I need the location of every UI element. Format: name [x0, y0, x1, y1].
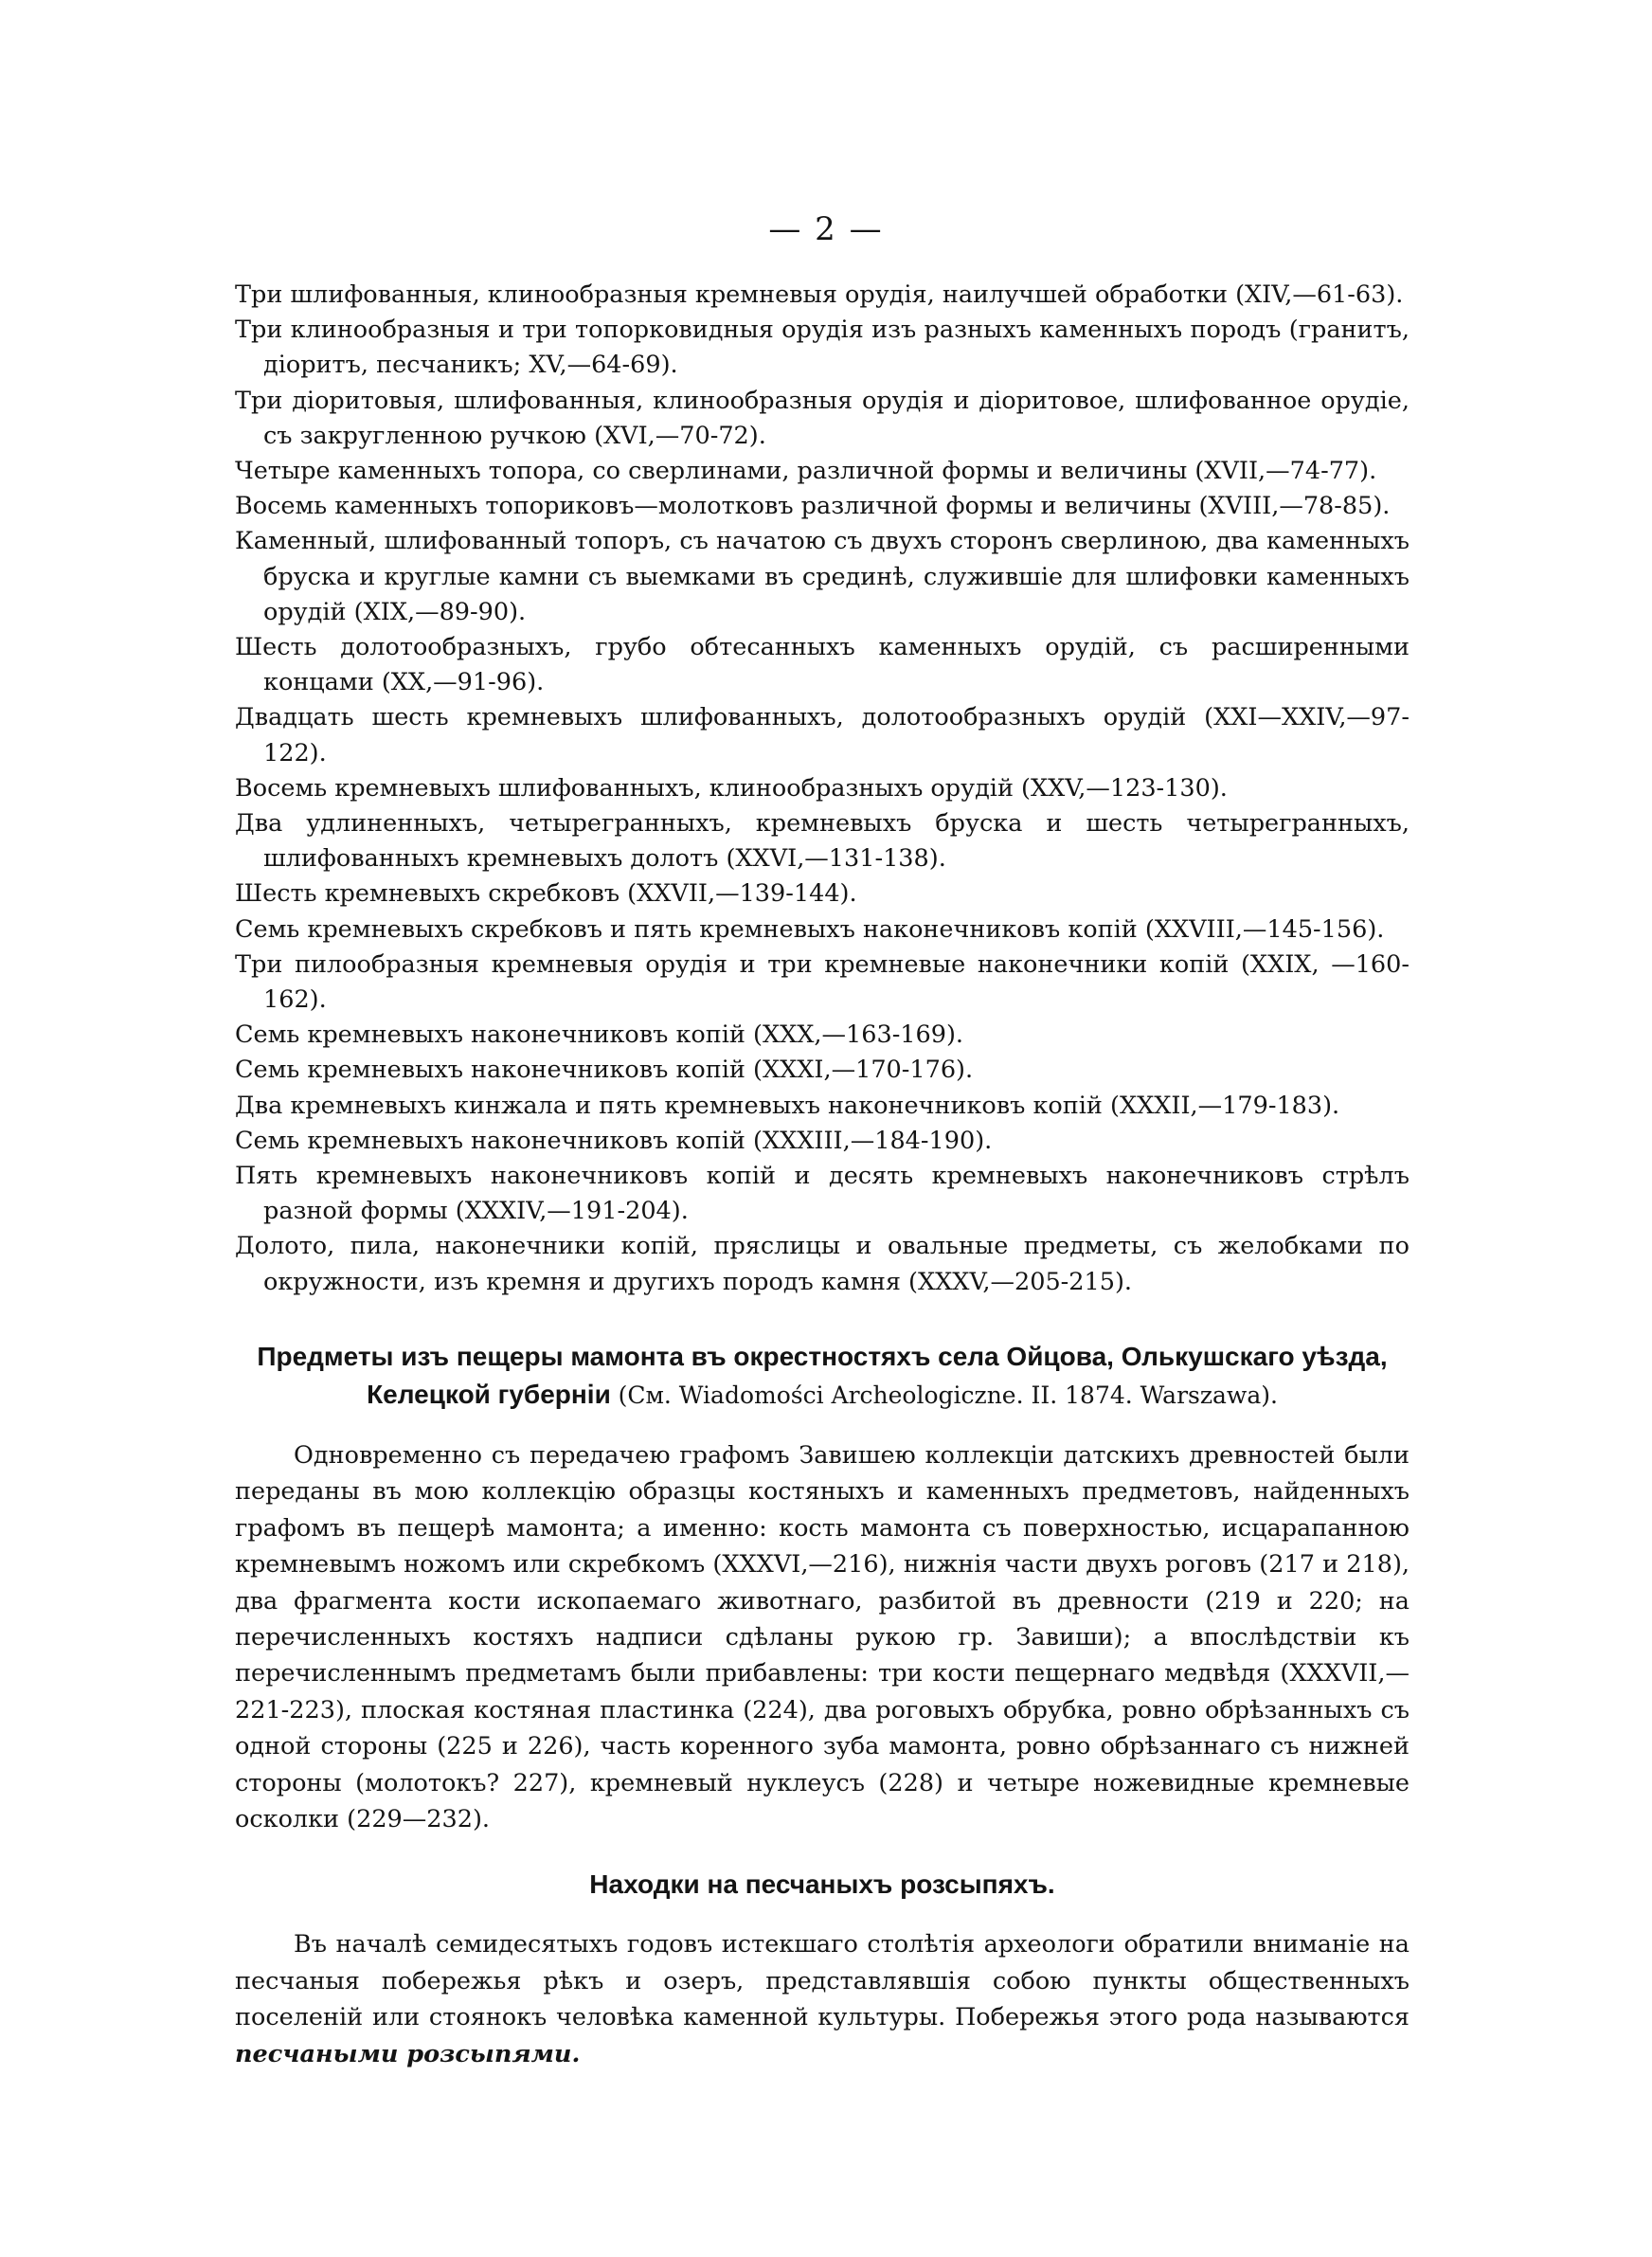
list-item: Четыре каменныхъ топора, со сверлинами, различной формы и величины (XVII,—74-77). — [235, 457, 1377, 486]
list-item: Семь кремневыхъ скребковъ и пять кремневыхъ наконечниковъ копій (XXVIII,—145-156). — [235, 914, 1385, 944]
subsection-paragraph — [235, 1926, 1410, 2072]
section-heading-title: Предметы изъ пещеры мамонта въ окрестностяхъ села Ойцова, Олькушскаго уѣзда, Келецкой губерніи — [257, 1341, 1388, 1409]
subsection-paragraph-text: Въ началѣ семидесятыхъ годовъ истекшаго столѣтія археологи обратили вниманіе на песчаныя побережья рѣкъ и озеръ, представлявшія собою пункты общественныхъ поселеній или стоянокъ человѣка каменной культуры. Побережья этого рода называются — [235, 1930, 1410, 2032]
list-item: Двадцать шесть кремневыхъ шлифованныхъ, долотообразныхъ орудій (XXI—XXIV,—97-122). — [235, 703, 1410, 767]
list-item: Семь кремневыхъ наконечниковъ копій (XXXI,—170-176). — [235, 1056, 974, 1085]
section-heading — [235, 1338, 1410, 1415]
list-item: Восемь кремневыхъ шлифованныхъ, клинообразныхъ орудій (XXV,—123-130). — [235, 773, 1228, 803]
subsection-heading: Находки на песчаныхъ розсыпяхъ. — [589, 1869, 1055, 1900]
list-item: Семь кремневыхъ наконечниковъ копій (XXXIII,—184-190). — [235, 1126, 993, 1155]
item-list — [235, 278, 1410, 1300]
list-item: Шесть долотообразныхъ, грубо обтесанныхъ каменныхъ орудій, съ расширенными концами (XX,—91-96). — [235, 633, 1410, 697]
list-item: Семь кремневыхъ наконечниковъ копій (XXX,—163-169). — [235, 1020, 964, 1050]
list-item: Каменный, шлифованный топоръ, съ начатою съ двухъ сторонъ сверлиною, два каменныхъ бруска и круглые камни съ выемками въ срединѣ, служившіе для шлифовки каменныхъ орудій (XIX,—89-90). — [235, 527, 1410, 626]
page-number: — 2 — — [768, 210, 884, 248]
list-item: Пять кремневыхъ наконечниковъ копій и десять кремневыхъ наконечниковъ стрѣлъ разной формы (XXXIV,—191-204). — [235, 1162, 1410, 1226]
page-content — [235, 278, 1410, 2072]
list-item: Долото, пила, наконечники копій, пряслицы и овальные предметы, съ желобками по окружности, изъ кремня и другихъ породъ камня (XXXV,—205-215). — [235, 1232, 1410, 1296]
list-item: Восемь каменныхъ топориковъ—молотковъ различной формы и величины (XVIII,—78-85). — [235, 492, 1391, 521]
subsection-paragraph-emphasis: песчаными розсыпями. — [235, 2039, 581, 2068]
list-item: Два удлиненныхъ, четырегранныхъ, кремневыхъ бруска и шесть четырегранныхъ, шлифованныхъ кремневыхъ долотъ (XXVI,—131-138). — [235, 809, 1410, 874]
section-heading-reference: (См. Wiadomości Archeologiczne. II. 1874. Warszawa). — [618, 1381, 1278, 1409]
list-item: Три шлифованныя, клинообразныя кремневыя орудія, наилучшей обработки (XIV,—61-63). — [235, 280, 1404, 309]
section-paragraph: Одновременно съ передачею графомъ Завишею коллекціи датскихъ древностей были переданы въ мою коллекцію образцы костяныхъ и каменныхъ предметовъ, найденныхъ графомъ въ пещерѣ мамонта; а именно: кость мамонта съ поверхностью, исцарапанною кремневымъ ножомъ или скребкомъ (XXXVI,—216), нижнія части двухъ роговъ (217 и 218), два фрагмента кости ископаемаго животнаго, разбитой въ древности (219 и 220; на перечисленныхъ костяхъ надписи сдѣланы рукою гр. Завиши); а впослѣдствіи къ перечисленнымъ предметамъ были прибавлены: три кости пещернаго медвѣдя (XXXVII,—221-223), плоская костяная пластинка (224), два роговыхъ обрубка, ровно обрѣзанныхъ съ одной стороны (225 и 226), часть коренного зуба мамонта, ровно обрѣзаннаго съ нижней стороны (молотокъ? 227), кремневый нуклеусъ (228) и четыре ножевидные кремневые осколки (229—232). — [235, 1440, 1410, 1833]
list-item: Три клинообразныя и три топорковидныя орудія изъ разныхъ каменныхъ породъ (гранитъ, діоритъ, песчаникъ; XV,—64-69). — [235, 316, 1410, 380]
list-item: Три діоритовыя, шлифованныя, клинообразныя орудія и діоритовое, шлифованное орудіе, съ закругленною ручкою (XVI,—70-72). — [235, 386, 1410, 450]
list-item: Три пилообразныя кремневыя орудія и три кремневые наконечники копій (XXIX, —160-162). — [235, 949, 1410, 1015]
list-item: Два кремневыхъ кинжала и пять кремневыхъ наконечниковъ копій (XXXII,—179-183). — [235, 1091, 1340, 1120]
list-item: Шесть кремневыхъ скребковъ (XXVII,—139-144). — [235, 879, 857, 909]
